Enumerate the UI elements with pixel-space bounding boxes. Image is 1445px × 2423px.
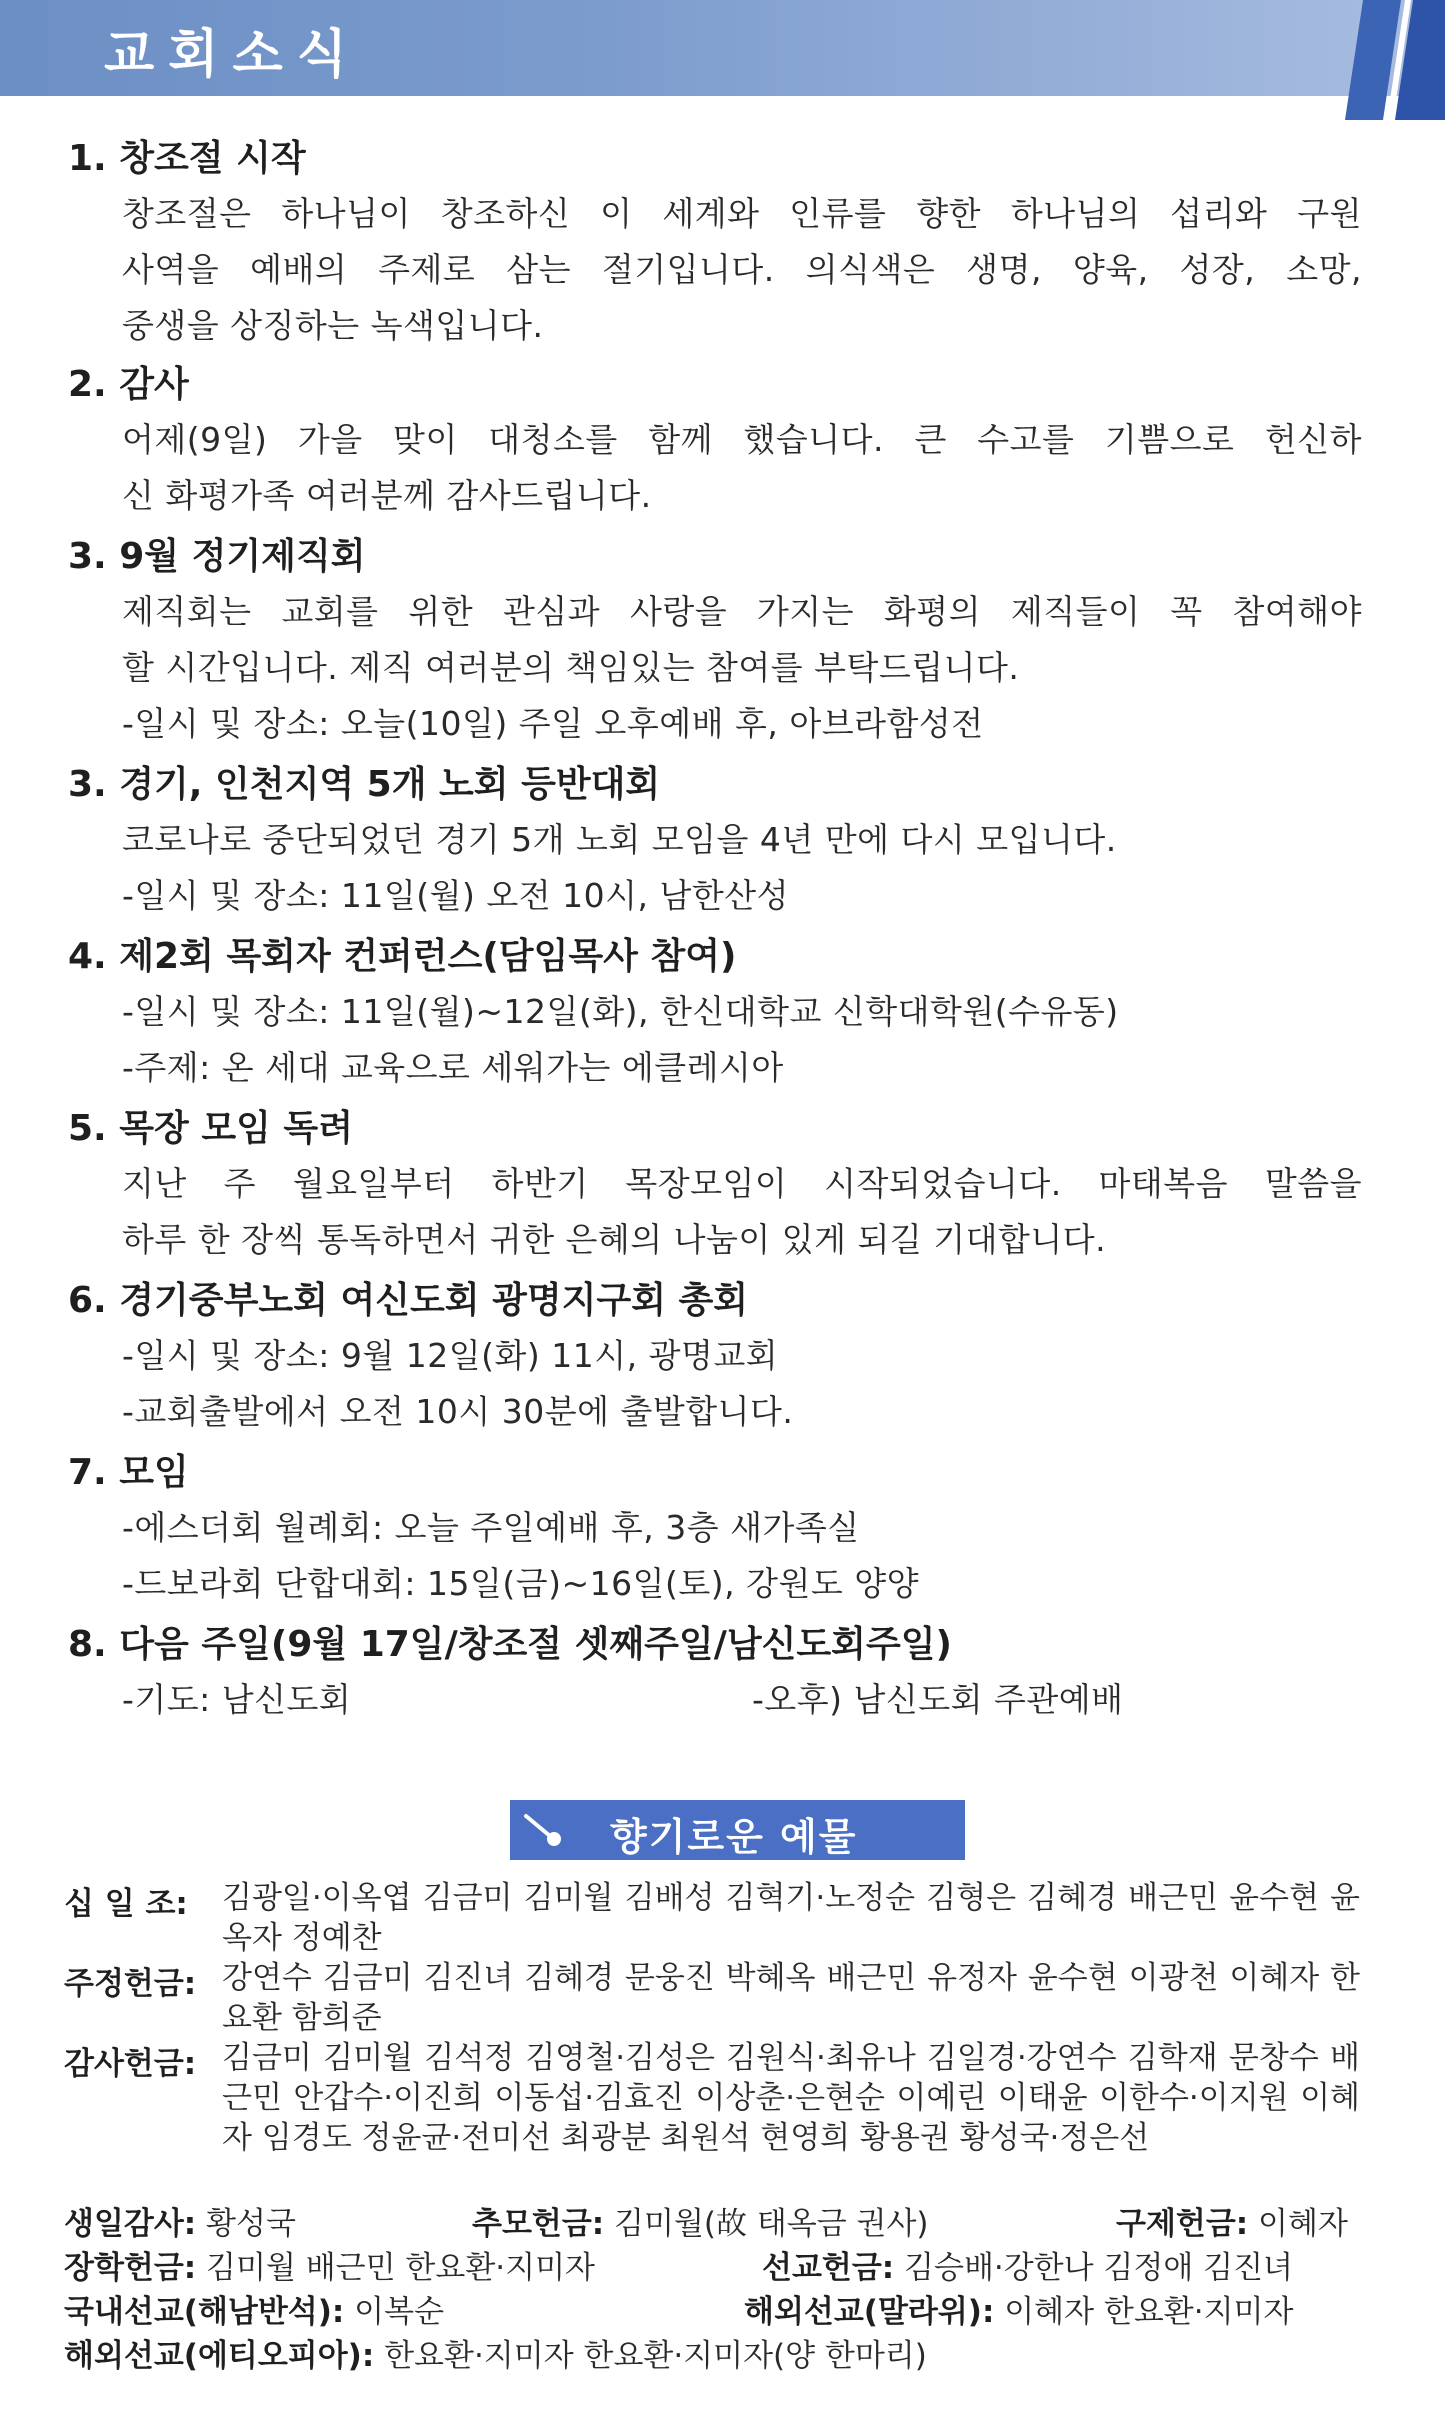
news-item-line: 코로나로 중단되었던 경기 5개 노회 모임을 4년 만에 다시 모입니다. [122,820,1117,859]
news-item-line: -드보라회 단합대회: 15일(금)~16일(토), 강원도 양양 [122,1564,920,1603]
offering-names: 김금미 김미월 김석정 김영철·김성은 김원식·최유나 김일경·강연수 김학재 문창수 배근민 안갑수·이진희 이동섭·김효진 이상춘·은현순 이예린 이태윤 이한수·이지원 이혜자 임경도 정윤균·전미선 최광분 최원석 현영희 황용권 황성국·정은선 [222,2040,1360,2156]
news-item-title: 5. 목장 모임 독려 [68,1108,353,1149]
news-item-line: -기도: 남신도회 [122,1680,352,1719]
offering-row [64,2330,927,2375]
news-item-title: 6. 경기중부노회 여신도회 광명지구회 총회 [68,1280,749,1321]
offering-names: 이혜자 한요환·지미자 [1004,2294,1294,2330]
offering-names: 김미월(故 태옥금 권사) [614,2206,929,2242]
offering-banner [510,1800,965,1860]
news-item-line: -교회출발에서 오전 10시 30분에 출발합니다. [122,1392,794,1431]
news-item-line: -주제: 온 세대 교육으로 세워가는 에클레시아 [122,1048,784,1087]
news-item-line: -일시 및 장소: 11일(월)~12일(화), 한신대학교 신학대학원(수유동) [122,992,1119,1031]
news-item-line: 창조절은 하나님이 창조하신 이 세계와 인류를 향한 하나님의 섭리와 구원 [122,194,1362,233]
offering-names: 김광일·이옥엽 김금미 김미월 김배성 김혁기·노정순 김형은 김혜경 배근민 윤수현 윤옥자 정예찬 [222,1880,1360,1956]
news-item-title: 3. 경기, 인천지역 5개 노회 등반대회 [68,764,661,805]
offering-row [64,2286,444,2331]
offering-label: 해외선교(에티오피아): [64,2338,375,2374]
offering-label: 장학헌금: [64,2250,197,2286]
offering-label: 감사헌금: [64,2046,197,2082]
offering-label: 구제헌금: [1116,2206,1249,2242]
offering-names: 김미월 배근민 한요환·지미자 [206,2250,595,2286]
offering-names: 한요환·지미자 한요환·지미자(양 한마리) [384,2338,927,2374]
offering-label: 해외선교(말라위): [744,2294,995,2330]
news-item-line: 사역을 예배의 주제로 삼는 절기입니다. 의식색은 생명, 양육, 성장, 소망, [122,250,1362,289]
offering-row [1116,2198,1348,2243]
news-item-title: 7. 모임 [68,1452,189,1493]
news-item-line: -에스더회 월례회: 오늘 주일예배 후, 3층 새가족실 [122,1508,860,1547]
offering-names: 김승배·강한나 김정애 김진녀 [904,2250,1293,2286]
news-item-line: 지난 주 월요일부터 하반기 목장모임이 시작되었습니다. 마태복음 말씀을 [122,1164,1362,1203]
section-header [0,0,1445,96]
offering-row [762,2242,1293,2287]
news-item-title: 3. 9월 정기제직회 [68,536,366,577]
news-item-title: 1. 창조절 시작 [68,138,306,179]
news-item-line: 하루 한 장씩 통독하면서 귀한 은혜의 나눔이 있게 되길 기대합니다. [122,1220,1107,1259]
section-title: 교회소식 [104,25,361,85]
offering-label: 십 일 조: [64,1886,188,1922]
news-item-line: 어제(9일) 가을 맞이 대청소를 함께 했습니다. 큰 수고를 기쁨으로 헌신하 [122,420,1362,459]
offering-label: 주정헌금: [64,1966,197,2002]
offering-label: 국내선교(해남반석): [64,2294,345,2330]
news-item-line: 신 화평가족 여러분께 감사드립니다. [122,476,652,515]
news-item-line: 제직회는 교회를 위한 관심과 사랑을 가지는 화평의 제직들이 꼭 참여해야 [122,592,1362,631]
news-item-line: 할 시간입니다. 제직 여러분의 책임있는 참여를 부탁드립니다. [122,648,1020,687]
offering-label: 선교헌금: [762,2250,895,2286]
news-item-line: 중생을 상징하는 녹색입니다. [122,306,544,345]
news-item-line: -일시 및 장소: 오늘(10일) 주일 오후예배 후, 아브라함성전 [122,704,984,743]
news-item-title: 8. 다음 주일(9월 17일/창조절 셋째주일/남신도회주일) [68,1624,952,1665]
offering-label: 추모헌금: [472,2206,605,2242]
news-item-line: -일시 및 장소: 11일(월) 오전 10시, 남한산성 [122,876,789,915]
offering-names: 강연수 김금미 김진녀 김혜경 문웅진 박혜옥 배근민 유정자 윤수현 이광천 이혜자 한요환 함희준 [222,1960,1360,2036]
offering-row [472,2198,929,2243]
leaf-icon [524,1810,568,1850]
offering-names: 이복순 [354,2294,445,2330]
news-item-line: -일시 및 장소: 9월 12일(화) 11시, 광명교회 [122,1336,779,1375]
offering-names: 황성국 [206,2206,296,2242]
offering-label: 생일감사: [64,2206,197,2242]
offering-row [64,2198,296,2243]
news-item-line: -오후) 남신도회 주관예배 [752,1680,1124,1719]
offering-row [744,2286,1293,2331]
news-item-title: 2. 감사 [68,364,189,405]
offering-row [64,2242,595,2287]
offering-banner-title: 향기로운 예물 [610,1815,858,1859]
offering-names: 이혜자 [1258,2206,1348,2242]
news-item-title: 4. 제2회 목회자 컨퍼런스(담임목사 참여) [68,936,737,977]
decorative-stripes [1245,0,1445,120]
